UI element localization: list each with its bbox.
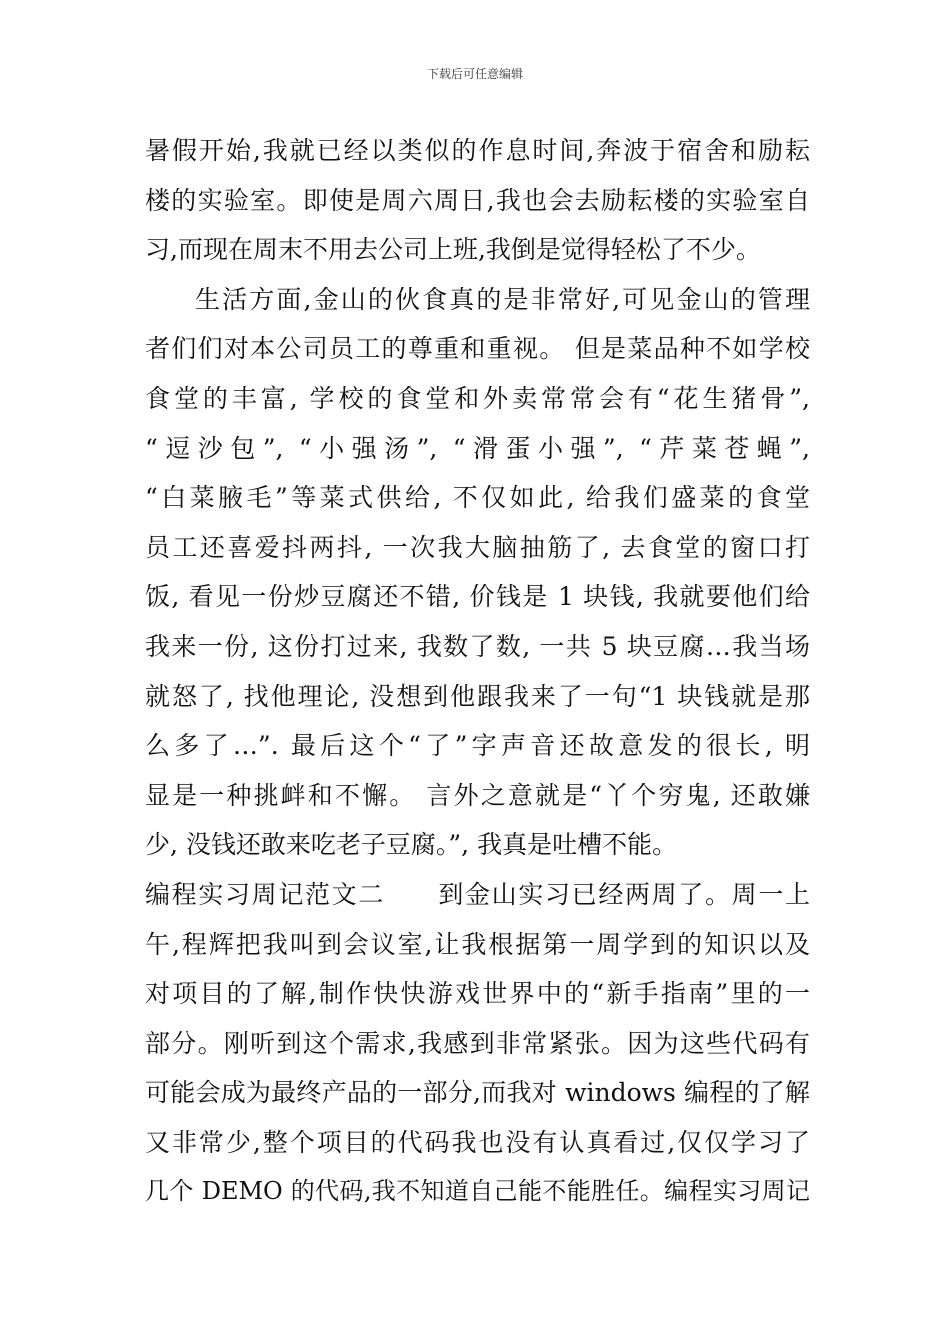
text-line: 部分。刚听到这个需求,我感到非常紧张。因为这些代码有	[145, 1028, 810, 1058]
text-line: 又非常少,整个项目的代码我也没有认真看过,仅仅学习了	[145, 1127, 810, 1157]
text-line: 暑假开始,我就已经以类似的作息时间,奔波于宿舍和励耘	[145, 136, 810, 165]
text-line: 者们们对本公司员工的尊重和重视。 但是菜品种不如学校	[145, 334, 810, 364]
text-line: 就怒了, 找他理论, 没想到他跟我来了一句“1 块钱就是那	[145, 681, 810, 711]
text-line: 午,程辉把我叫到会议室,让我根据第一周学到的知识以及	[145, 929, 810, 959]
page-header: 下载后可任意编辑	[426, 67, 523, 81]
text-line: 员工还喜爱抖两抖, 一次我大脑抽筋了, 去食堂的窗口打	[145, 532, 810, 562]
text-line: “逗沙包”, “小强汤”, “滑蛋小强”, “芹菜苍蝇”,	[145, 433, 810, 463]
document-body	[145, 126, 810, 1217]
text-line: 几个 DEMO 的代码,我不知道自己能不能胜任。编程实习周记	[145, 1177, 810, 1206]
text-line: “白菜腋毛”等菜式供给, 不仅如此, 给我们盛菜的食堂	[145, 483, 810, 513]
text-line: 楼的实验室。即使是周六周日,我也会去励耘楼的实验室自	[145, 185, 810, 215]
text-line: 么多了…”. 最后这个“了”字声音还故意发的很长, 明	[145, 731, 810, 761]
text-line: 食堂的丰富, 学校的食堂和外卖常常会有“花生猪骨”,	[145, 383, 810, 413]
text-line: 少, 没钱还敢来吃老子豆腐。”, 我真是吐槽不能。	[145, 830, 678, 860]
text-line: 习,而现在周末不用去公司上班,我倒是觉得轻松了不少。	[145, 235, 761, 265]
text-line: 饭, 看见一份炒豆腐还不错, 价钱是 1 块钱, 我就要他们给	[145, 582, 810, 612]
text-line: 显是一种挑衅和不懈。 言外之意就是“丫个穷鬼, 还敢嫌	[145, 780, 810, 810]
text-line: 我来一份, 这份打过来, 我数了数, 一共 5 块豆腐…我当场	[145, 631, 810, 661]
text-line: 对项目的了解,制作快快游戏世界中的“新手指南”里的一	[145, 979, 810, 1009]
section-heading-line: 编程实习周记范文二 到金山实习已经两周了。周一上	[145, 879, 810, 909]
text-line: 生活方面,金山的伙食真的是非常好,可见金山的管理	[195, 284, 810, 314]
text-line: 可能会成为最终产品的一部分,而我对 windows 编程的了解	[145, 1078, 810, 1108]
